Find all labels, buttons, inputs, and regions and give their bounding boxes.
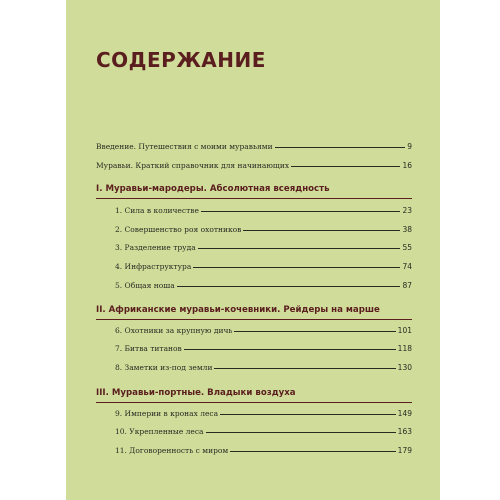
toc-entry-label: Введение. Путешествия с моими муравьями — [96, 142, 273, 151]
dotted-leader — [230, 451, 395, 452]
toc-entry-label: 7. Битва титанов — [115, 344, 182, 353]
toc-entry — [115, 446, 412, 455]
toc-entry-page: 87 — [402, 281, 412, 290]
toc-entry-label: 11. Договоренность с миром — [115, 446, 229, 455]
toc-entry-page: 179 — [397, 446, 412, 455]
toc-entry-page: 118 — [397, 344, 412, 353]
dotted-leader — [184, 349, 396, 350]
section-heading: III. Муравьи-портные. Владыки воздуха — [96, 388, 412, 403]
toc-entry-page: 74 — [402, 262, 412, 271]
toc-entry-page: 163 — [397, 427, 412, 436]
dotted-leader — [214, 368, 395, 369]
dotted-leader — [177, 286, 401, 287]
dotted-leader — [243, 230, 400, 231]
dotted-leader — [206, 432, 396, 433]
toc-entry — [115, 225, 412, 234]
toc-entry-label: 10. Укрепленные леса — [115, 427, 204, 436]
section-heading: I. Муравьи-мародеры. Абсолютная всеядность — [96, 184, 412, 199]
page-title: СОДЕРЖАНИЕ — [96, 48, 266, 72]
toc-entry-page: 38 — [402, 225, 412, 234]
dotted-leader — [291, 166, 400, 167]
dotted-leader — [234, 331, 395, 332]
toc-entry-label: 3. Разделение труда — [115, 243, 196, 252]
toc-entry-page: 9 — [407, 142, 412, 151]
toc-entry-label: 2. Совершенство роя охотников — [115, 225, 242, 234]
toc-entry — [115, 262, 412, 271]
toc-entry-label: 6. Охотники за крупную дичь — [115, 326, 233, 335]
toc-entry-label: 1. Сила в количестве — [115, 206, 199, 215]
toc-entry-label: 4. Инфраструктура — [115, 262, 192, 271]
dotted-leader — [275, 147, 406, 148]
toc-entry — [115, 281, 412, 290]
toc-entry — [115, 409, 412, 418]
toc-entry — [115, 206, 412, 215]
dotted-leader — [201, 211, 401, 212]
toc-entry — [115, 363, 412, 372]
toc-entry-page: 16 — [402, 161, 412, 170]
dotted-leader — [220, 414, 396, 415]
toc-entry-page: 23 — [402, 206, 412, 215]
toc-entry — [115, 344, 412, 353]
toc-entry-intro — [96, 142, 412, 151]
toc-entry — [115, 427, 412, 436]
toc-entry — [115, 326, 412, 335]
dotted-leader — [193, 267, 400, 268]
toc-entry-page: 101 — [397, 326, 412, 335]
toc-entry-page: 130 — [397, 363, 412, 372]
toc-entry-label: 8. Заметки из-под земли — [115, 363, 213, 372]
toc-entry-intro — [96, 161, 412, 170]
dotted-leader — [198, 248, 401, 249]
book-page — [66, 0, 440, 500]
toc-entry-label: 9. Империи в кронах леса — [115, 409, 219, 418]
section-heading: II. Африканские муравьи-кочевники. Рейдеры на марше — [96, 305, 412, 320]
toc-entry-label: Муравьи. Краткий справочник для начинающих — [96, 161, 290, 170]
toc-entry — [115, 243, 412, 252]
toc-entry-label: 5. Общая ноша — [115, 281, 175, 290]
toc-entry-page: 149 — [397, 409, 412, 418]
toc-entry-page: 55 — [402, 243, 412, 252]
